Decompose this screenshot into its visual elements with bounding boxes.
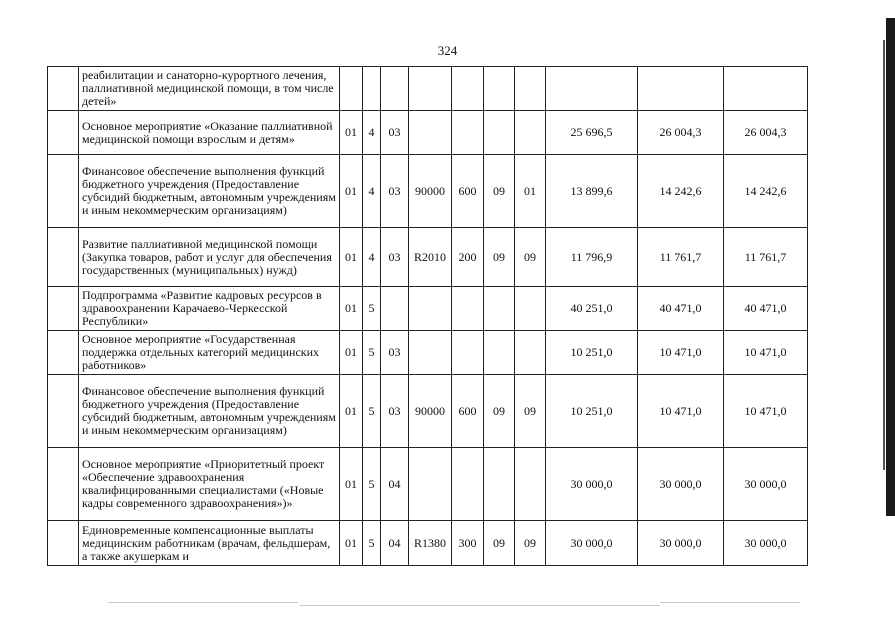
sum-2: 11 761,7 <box>638 228 724 287</box>
code-3: 03 <box>381 375 409 448</box>
code-7 <box>515 111 546 155</box>
code-6 <box>484 67 515 111</box>
sum-2: 30 000,0 <box>638 448 724 521</box>
budget-table <box>47 66 808 566</box>
row-index-cell <box>48 67 79 111</box>
code-5 <box>452 111 484 155</box>
sum-1 <box>546 67 638 111</box>
code-3 <box>381 287 409 331</box>
code-6 <box>484 111 515 155</box>
code-7 <box>515 287 546 331</box>
row-name: Подпрограмма «Развитие кадровых ресурсов в здравоохранении Карачаево-Черкесской Республики» <box>79 287 340 331</box>
row-name: Единовременные компенсационные выплаты медицинским работникам (врачам, фельдшерам, а также акушеркам и <box>79 521 340 566</box>
table-row <box>48 67 808 111</box>
row-index-cell <box>48 521 79 566</box>
sum-2: 14 242,6 <box>638 155 724 228</box>
table-row <box>48 331 808 375</box>
code-2: 5 <box>363 448 381 521</box>
row-index-cell <box>48 155 79 228</box>
sum-3: 10 471,0 <box>724 331 808 375</box>
code-5 <box>452 331 484 375</box>
scan-artifact-line <box>660 602 800 603</box>
code-2: 5 <box>363 331 381 375</box>
code-4 <box>409 287 452 331</box>
code-1: 01 <box>340 228 363 287</box>
code-6: 09 <box>484 375 515 448</box>
code-6: 09 <box>484 155 515 228</box>
code-4 <box>409 111 452 155</box>
table-row <box>48 155 808 228</box>
page-number: 324 <box>437 43 458 58</box>
code-3: 04 <box>381 521 409 566</box>
code-1: 01 <box>340 375 363 448</box>
code-4: R2010 <box>409 228 452 287</box>
code-4 <box>409 448 452 521</box>
code-2: 5 <box>363 521 381 566</box>
code-5: 300 <box>452 521 484 566</box>
table-row <box>48 228 808 287</box>
code-6 <box>484 331 515 375</box>
code-7 <box>515 67 546 111</box>
code-3: 03 <box>381 111 409 155</box>
sum-1: 30 000,0 <box>546 521 638 566</box>
code-3 <box>381 67 409 111</box>
sum-3: 26 004,3 <box>724 111 808 155</box>
sum-1: 11 796,9 <box>546 228 638 287</box>
row-name: Основное мероприятие «Оказание паллиативной медицинской помощи взрослым и детям» <box>79 111 340 155</box>
sum-2: 10 471,0 <box>638 331 724 375</box>
sum-1: 30 000,0 <box>546 448 638 521</box>
row-index-cell <box>48 228 79 287</box>
code-2: 4 <box>363 155 381 228</box>
sum-3: 40 471,0 <box>724 287 808 331</box>
table-row <box>48 448 808 521</box>
code-7: 09 <box>515 521 546 566</box>
row-name: Финансовое обеспечение выполнения функций бюджетного учреждения (Предоставление субсидий бюджетным, автономным учреждениям и иным некоммерческим организациям) <box>79 155 340 228</box>
code-7 <box>515 331 546 375</box>
sum-2: 30 000,0 <box>638 521 724 566</box>
sum-2: 40 471,0 <box>638 287 724 331</box>
sum-2 <box>638 67 724 111</box>
sum-1: 13 899,6 <box>546 155 638 228</box>
sum-1: 10 251,0 <box>546 331 638 375</box>
scan-edge-line <box>883 40 885 470</box>
code-5: 200 <box>452 228 484 287</box>
scan-edge-shadow <box>886 18 895 516</box>
code-3: 04 <box>381 448 409 521</box>
row-index-cell <box>48 287 79 331</box>
row-name: реабилитации и санаторно-курортного лечения, паллиативной медицинской помощи, в том числе детей» <box>79 67 340 111</box>
sum-3: 11 761,7 <box>724 228 808 287</box>
row-name: Основное мероприятие «Приоритетный проект «Обеспечение здравоохранения квалифицированными специалистами («Новые кадры современного здравоохранения»)» <box>79 448 340 521</box>
sum-2: 26 004,3 <box>638 111 724 155</box>
code-5 <box>452 67 484 111</box>
table-row <box>48 287 808 331</box>
code-1: 01 <box>340 111 363 155</box>
sum-3: 14 242,6 <box>724 155 808 228</box>
code-2 <box>363 67 381 111</box>
code-1: 01 <box>340 521 363 566</box>
scan-artifact-line <box>300 605 660 606</box>
code-3: 03 <box>381 155 409 228</box>
sum-1: 25 696,5 <box>546 111 638 155</box>
code-7: 09 <box>515 375 546 448</box>
code-7: 01 <box>515 155 546 228</box>
row-index-cell <box>48 448 79 521</box>
sum-3: 10 471,0 <box>724 375 808 448</box>
row-index-cell <box>48 331 79 375</box>
code-5: 600 <box>452 375 484 448</box>
code-4: 90000 <box>409 155 452 228</box>
sum-3: 30 000,0 <box>724 521 808 566</box>
code-5 <box>452 287 484 331</box>
code-2: 4 <box>363 228 381 287</box>
code-6 <box>484 448 515 521</box>
table-row <box>48 111 808 155</box>
code-3: 03 <box>381 228 409 287</box>
code-7: 09 <box>515 228 546 287</box>
code-5: 600 <box>452 155 484 228</box>
scan-artifact-line <box>108 602 298 603</box>
code-6 <box>484 287 515 331</box>
code-5 <box>452 448 484 521</box>
code-2: 5 <box>363 287 381 331</box>
row-name: Развитие паллиативной медицинской помощи (Закупка товаров, работ и услуг для обеспечения государственных (муниципальных) нужд) <box>79 228 340 287</box>
code-1: 01 <box>340 155 363 228</box>
code-2: 5 <box>363 375 381 448</box>
row-index-cell <box>48 111 79 155</box>
code-1: 01 <box>340 448 363 521</box>
sum-1: 40 251,0 <box>546 287 638 331</box>
row-name: Основное мероприятие «Государственная поддержка отдельных категорий медицинских работников» <box>79 331 340 375</box>
code-2: 4 <box>363 111 381 155</box>
code-4 <box>409 331 452 375</box>
code-1 <box>340 67 363 111</box>
sum-1: 10 251,0 <box>546 375 638 448</box>
code-6: 09 <box>484 228 515 287</box>
row-index-cell <box>48 375 79 448</box>
sum-3: 30 000,0 <box>724 448 808 521</box>
code-3: 03 <box>381 331 409 375</box>
code-4 <box>409 67 452 111</box>
table-row <box>48 521 808 566</box>
code-1: 01 <box>340 331 363 375</box>
code-7 <box>515 448 546 521</box>
row-name: Финансовое обеспечение выполнения функций бюджетного учреждения (Предоставление субсидий бюджетным, автономным учреждениям и иным некоммерческим организациям) <box>79 375 340 448</box>
table-body <box>48 67 808 566</box>
code-4: R1380 <box>409 521 452 566</box>
table-row <box>48 375 808 448</box>
code-1: 01 <box>340 287 363 331</box>
sum-2: 10 471,0 <box>638 375 724 448</box>
sum-3 <box>724 67 808 111</box>
code-6: 09 <box>484 521 515 566</box>
code-4: 90000 <box>409 375 452 448</box>
